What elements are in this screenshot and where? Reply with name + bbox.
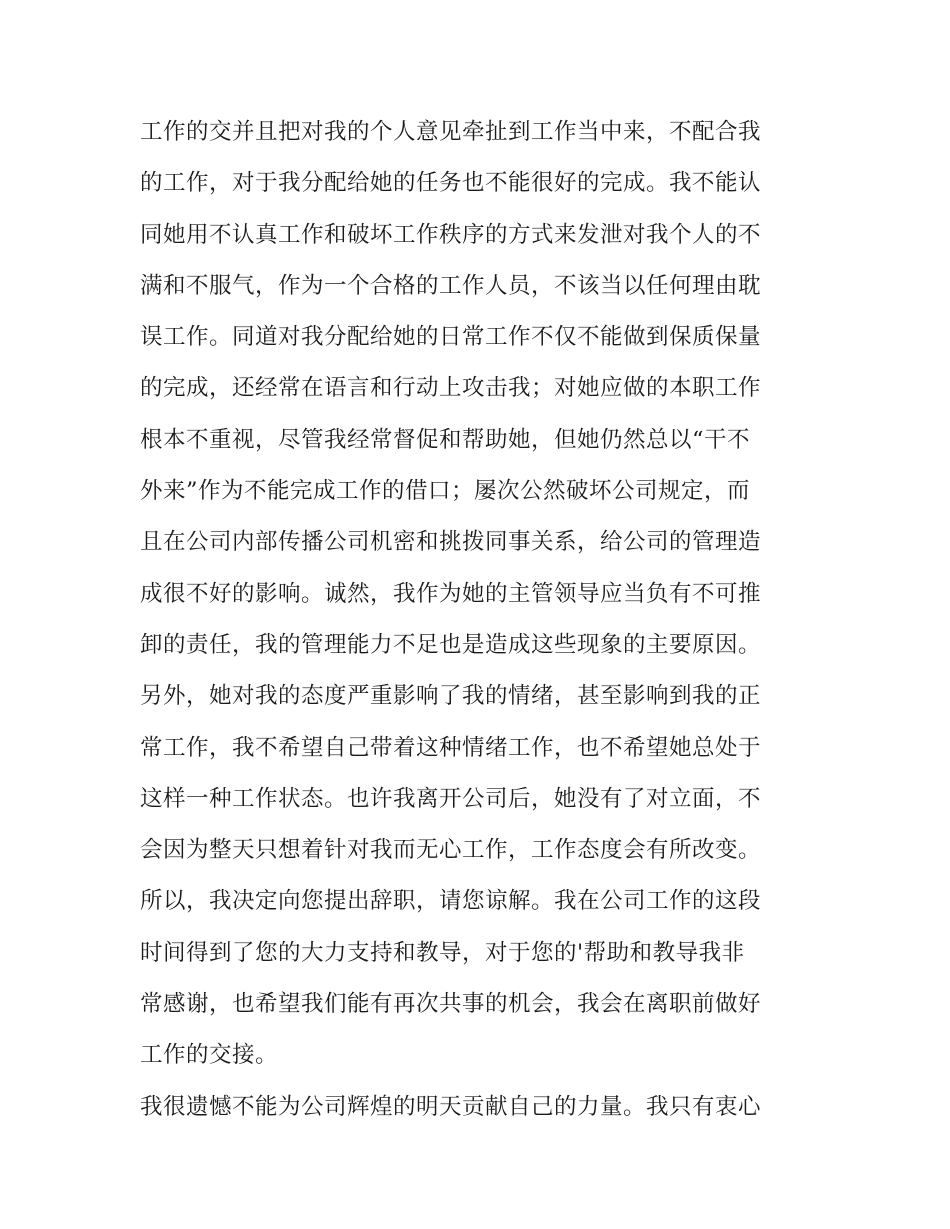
text-line: 的工作，对于我分配给她的任务也不能很好的完成。我不能认 [140,170,762,197]
text-line: 外来”作为不能完成工作的借口；屡次公然破坏公司规定，而 [140,478,751,505]
text-line: 常感谢，也希望我们能有再次共事的机会，我会在离职前做好 [140,991,762,1018]
text-line: 常工作，我不希望自己带着这种情绪工作，也不希望她总处于 [140,734,762,761]
body-text [140,107,820,1133]
text-line: 根本不重视，尽管我经常督促和帮助她，但她仍然总以“干不 [140,426,751,453]
text-line: 工作的交接。 [140,1042,279,1069]
text-line: 卸的责任，我的管理能力不足也是造成这些现象的主要原因。 [140,631,762,658]
text-line: 且在公司内部传播公司机密和挑拨同事关系，给公司的管理造 [140,529,762,556]
text-line: 所以，我决定向您提出辞职，请您谅解。我在公司工作的这段 [140,888,762,915]
text-line: 工作的交并且把对我的个人意见牵扯到工作当中来，不配合我 [140,119,762,145]
text-line: 会因为整天只想着针对我而无心工作，工作态度会有所改变。 [140,837,762,864]
text-line: 另外，她对我的态度严重影响了我的情绪，甚至影响到我的正 [140,683,762,710]
text-line: 时间得到了您的大力支持和教导，对于您的'帮助和教导我非 [140,939,745,966]
text-line: 的完成，还经常在语言和行动上攻击我；对她应做的本职工作 [140,375,762,402]
text-line: 误工作。同道对我分配给她的日常工作不仅不能做到保质保量 [140,324,762,351]
text-line: 成很不好的影响。诚然，我作为她的主管领导应当负有不可推 [140,580,762,607]
text-line: 这样一种工作状态。也许我离开公司后，她没有了对立面，不 [140,785,762,812]
text-line: 同她用不认真工作和破坏工作秩序的方式来发泄对我个人的不 [140,221,762,248]
text-line: 满和不服气，作为一个合格的工作人员，不该当以任何理由耽 [140,272,762,299]
text-line: 我很遗憾不能为公司辉煌的明天贡献自己的力量。我只有衷心 [140,1093,762,1120]
